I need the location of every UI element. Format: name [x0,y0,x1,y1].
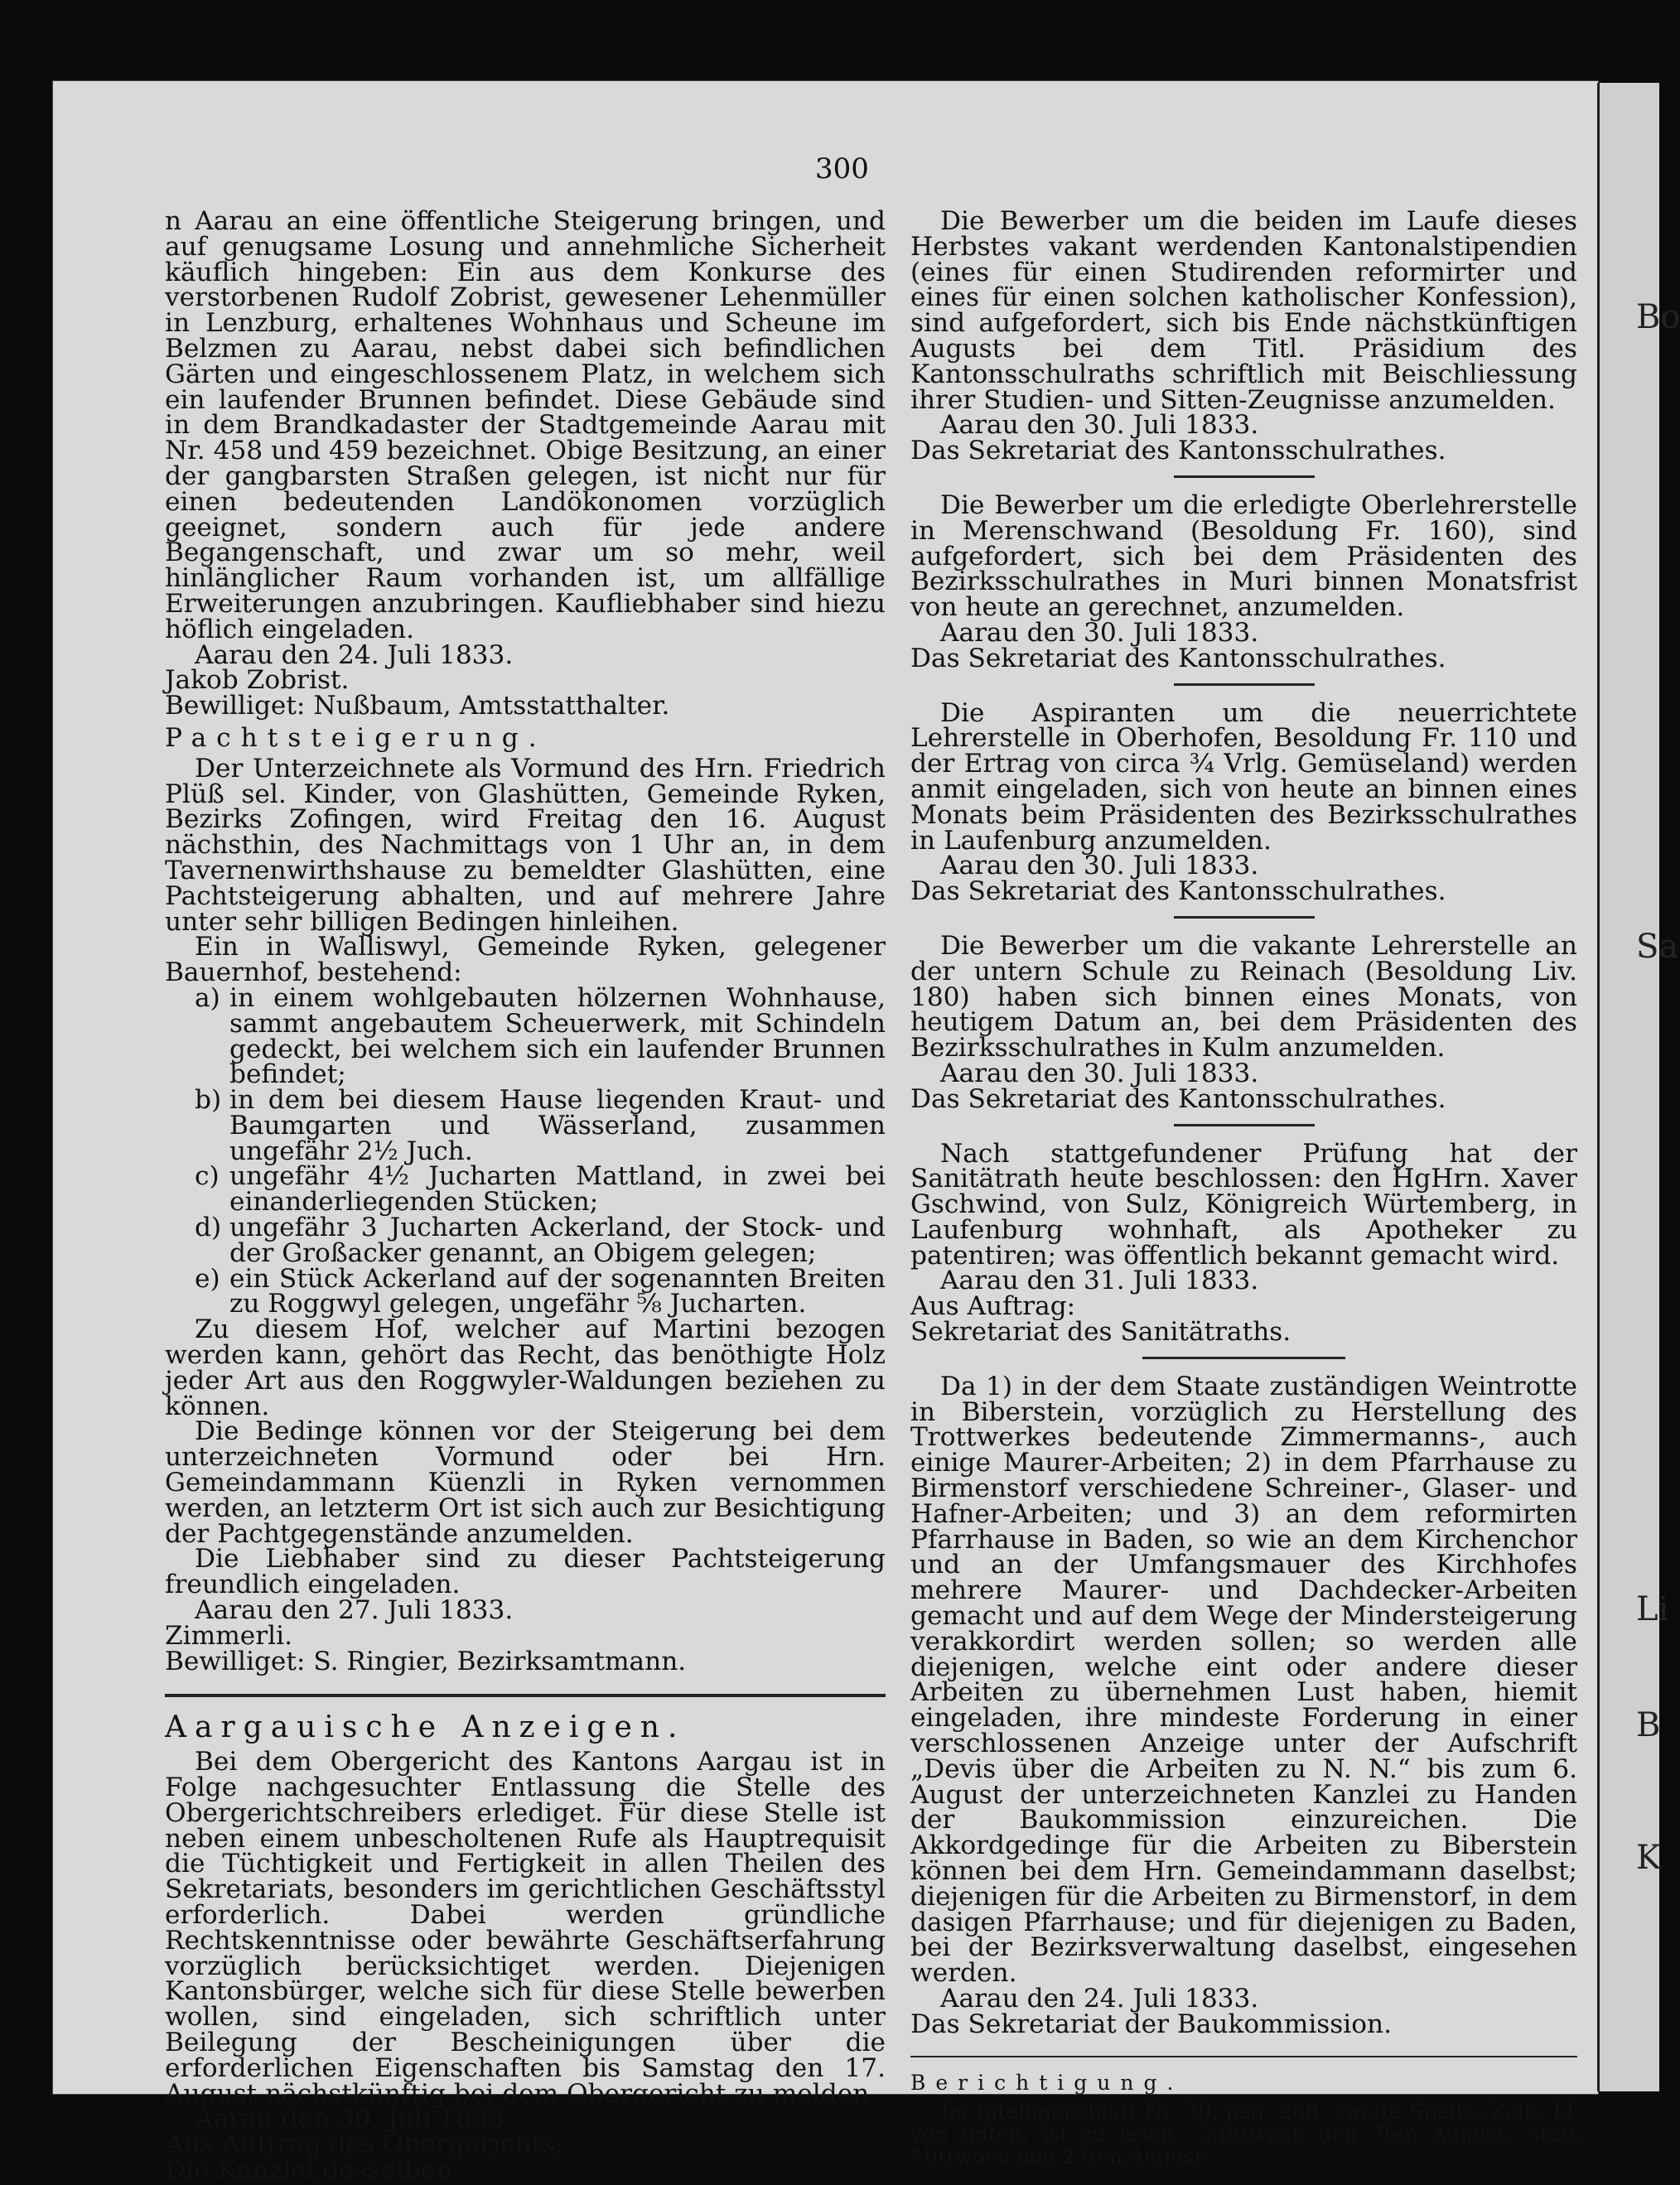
stipend-notice-date: Aarau den 30. Juli 1833. [940,410,1259,441]
lease-auction-intro: Der Unterzeichnete als Vormund des Hrn. Friedrich Plüß sel. Kinder, von Glashütten, Gemeinde Ryken, Bezirks Zofingen, wird Freitag den 16. August nächsthin, des Nachmittags von 1 Uhr an, in dem Tavernenwirthshause zu bemeldter Glashütten, eine Pachtsteigerung abhalten, und auf mehrere Jahre unter sehr billigen Bedingen hinleihen. [165,753,886,937]
lease-auction-farm: Ein in Walliswyl, Gemeinde Ryken, gelegener Bauernhof, bestehend: [165,932,886,988]
court-clerk-signature-line1: Aus Auftrag des Obergerichts: [165,2130,564,2160]
stipend-notice-signature: Das Sekretariat des Kantonsschulrathes. [910,436,1446,466]
reinach-notice-date: Aarau den 30. Juli 1833. [940,1058,1259,1088]
lease-auction-wood-right: Zu diesem Hof, welcher auf Martini bezogen werden kann, gehört das Recht, das benöthigte Holz jeder Art aus den Roggwyler-Waldungen beziehen zu können. [165,1314,886,1421]
pharmacist-notice-text: Nach stattgefundener Prüfung hat der Sanitätrath heute beschlossen: den HgHrn. Xaver Gschwind, von Sulz, Königreich Würtemberg, in Laufenburg wohnhaft, als Apotheker zu patentiren; was öffentlich bekannt gemacht wird. [910,1138,1577,1271]
auction-notice-text: n Aarau an eine öffentliche Steigerung bringen, und auf genugsame Losung und annehmliche Sicherheit käuflich hingeben: Ein aus dem Konkurse des verstorbenen Rudolf Zobrist, gewesener Lehenmüller in Lenzburg, erhaltenes Wohnhaus und Scheune im Belzmen zu Aarau, nebst dabei sich befindlichen Gärten und eingeschlossenem Platz, in welchem sich ein laufender Brunnen befindet. Diese Gebäude sind in dem Brandkadaster der Stadtgemeinde Aarau mit Nr. 458 und 459 bezeichnet. Obige Besitzung, an einer der gangbarsten Straßen gelegen, ist nicht nur für einen bedeutenden Landökonomen vorzüglich geeignet, sondern auch für jede andere Begangenschaft, und zwar um so mehr, weil hinlänglicher Raum vorhanden ist, um allfällige Erweiterungen anzubringen. Kaufliebhaber sind hiezu höflich eingeladen. [165,206,886,644]
list-item-text: ein Stück Ackerland auf der sogenannten Breiten zu Roggwyl gelegen, ungefähr ⅝ Jucharten. [229,1263,886,1319]
correction-title: Berichtigung. [910,2070,1184,2095]
lease-auction-title: Pachtsteigerung. [165,722,547,753]
lease-auction-item-list [165,982,886,1319]
notice-divider [1174,916,1315,919]
stipend-notice-text: Die Bewerber um die beiden im Laufe dieses Herbstes vakant werdenden Kantonalstipendien (eines für einen Studirenden reformirter und eines für einen solchen katholischer Konfession), sind aufgefordert, sich bis Ende nächstkünftigen Augusts bei dem Titl. Präsidium des Kantonsschulraths schriftlich mit Beischliessung ihrer Studien- und Sitten-Zeugnisse anzumelden. [910,206,1577,415]
lease-auction-date: Aarau den 27. Juli 1833. [195,1595,514,1626]
list-item-text: ungefähr 4½ Jucharten Mattland, in zwei bei einanderliegenden Stücken; [229,1161,886,1218]
list-item-text: ungefähr 3 Jucharten Ackerland, der Stock- und der Großacker genannt, an Obigem gelegen; [229,1213,886,1268]
list-item [165,1161,886,1218]
construction-notice-signature: Das Sekretariat der Baukommission. [910,2009,1393,2039]
pharmacist-notice-date: Aarau den 31. Juli 1833. [940,1266,1259,1296]
edge-fragment: Bo [1636,298,1680,336]
list-item [165,1263,886,1319]
reinach-notice-signature: Das Sekretariat des Kantonsschulrathes. [910,1083,1446,1114]
list-item [165,982,886,1090]
list-item-label: d) [195,1213,222,1243]
notice-divider [1142,1357,1345,1359]
section-divider [165,1694,886,1697]
auction-notice-signature: Jakob Zobrist. [165,665,350,696]
construction-notice-text: Da 1) in der dem Staate zuständigen Weintrotte in Biberstein, vorzüglich zu Herstellung des Trottwerkes bedeutende Zimmermanns-, auch einige Maurer-Arbeiten; 2) in dem Pfarrhause zu Birmenstorf verschiedene Schreiner-, Glaser- und Hafner-Arbeiten; und 3) an dem reformirten Pfarrhause in Baden, so wie an dem Kirchenchor und an der Umfangsmauer des Kirchhofes mehrere Maurer- und Dachdecker-Arbeiten gemacht und auf dem Wege der Mindersteigerung verakkordirt werden sollen; so werden alle diejenigen, welche eint oder andere dieser Arbeiten zu übernehmen Lust haben, hiemit eingeladen, ihre mindeste Forderung in einer verschlossenen Anzeige unter der Aufschrift „Devis über die Arbeiten zu N. N.“ bis zum 6. August der unterzeichneten Kanzlei zu Handen der Baukommission einzureichen. Die Akkordgedinge für die Arbeiten zu Biberstein können bei dem Hrn. Gemeindammann daselbst; diejenigen für die Arbeiten zu Birmenstorf, in dem dasigen Pfarrhause; und für diejenigen zu Baden, bei der Bezirksverwaltung daselbst, eingesehen werden. [910,1371,1577,1989]
construction-notice-date: Aarau den 24. Juli 1833. [940,1984,1259,2014]
court-clerk-notice-date: Aarau den 30. Juli 1833. [195,2104,514,2134]
list-item [165,1085,886,1166]
merenschwand-notice-signature: Das Sekretariat des Kantonsschulrathes. [910,643,1446,673]
lease-auction-signature: Zimmerli. [165,1620,293,1651]
notice-divider [1174,683,1315,686]
edge-fragment: K [1636,1839,1661,1877]
list-item-label: a) [195,982,220,1013]
correction-text: Im Intelligenzblatt Nr. 30, pag. 288, zweite Spalte, Zeile 11 von unten, ist zu lesen: „Mittwoch den 7ten August“ statt Mittwoch den 27ten August. [910,2100,1577,2169]
edge-fragment: B [1636,1706,1661,1744]
page-number: 300 [815,152,869,186]
auction-notice-date: Aarau den 24. Juli 1833. [195,639,514,670]
right-column [910,206,1577,2169]
auction-notice-approval: Bewilliget: Nußbaum, Amtsstatthalter. [165,691,670,721]
oberhofen-notice-signature: Das Sekretariat des Kantonsschulrathes. [910,876,1446,907]
oberhofen-notice-text: Die Aspiranten um die neuerrichtete Lehrerstelle in Oberhofen, Besoldung Fr. 110 und der Ertrag von circa ¾ Vrlg. Gemüseland) werden anmit eingeladen, sich von heute an binnen eines Monats beim Präsidenten des Bezirksschulrathes in Laufenburg anzumelden. [910,697,1577,856]
list-item-label: e) [195,1263,220,1294]
pharmacist-signature-line1: Aus Auftrag: [910,1291,1076,1322]
section-divider [910,2056,1577,2057]
lease-auction-conditions: Die Bedinge können vor der Steigerung bei dem unterzeichneten Vormund oder bei Hrn. Gemeindammann Küenzli in Ryken vernommen werden, an letzterm Ort ist sich auch zur Besichtigung der Pachtgegenstände anzumelden. [165,1416,886,1549]
list-item-text: in einem wohlgebauten hölzernen Wohnhause, sammt angebautem Scheuerwerk, mit Schindeln gedeckt, bei welchem sich ein laufender Brunnen befindet; [229,982,886,1090]
list-item-text: in dem bei diesem Hause liegenden Kraut- und Baumgarten und Wässerland, zusammen ungefähr 2½ Juch. [229,1085,886,1166]
list-item-label: b) [195,1085,222,1116]
edge-fragment: Li [1636,1590,1669,1628]
merenschwand-notice-text: Die Bewerber um die erledigte Oberlehrerstelle in Merenschwand (Besoldung Fr. 160), sind aufgefordert, sich bei dem Präsidenten des Bezirksschulrathes in Muri binnen Monatsfrist von heute an gerechnet, anzumelden. [910,490,1577,623]
newspaper-page [53,81,1598,2185]
oberhofen-notice-date: Aarau den 30. Juli 1833. [940,851,1259,881]
court-clerk-notice-text: Bei dem Obergericht des Kantons Aargau ist in Folge nachgesuchter Entlassung die Stelle des Obergerichtschreibers erlediget. Für diese Stelle ist neben einem unbescholtenen Rufe als Hauptrequisit die Tüchtigkeit und Fertigkeit in allen Theilen des Sekretariats, besonders im gerichtlichen Geschäftsstyl erforderlich. Dabei werden gründliche Rechtskenntnisse oder bewährte Geschäftserfahrung vorzüglich berücksichtiget werden. Diejenigen Kantonsbürger, welche sich für diese Stelle bewerben wollen, sind eingeladen, sich schriftlich unter Beilegung der Bescheinigungen über die erforderlichen Eigenschaften bis Samstag den 17. August nächstkünftig bei dem Obergericht zu melden. [165,1747,886,2109]
reinach-notice-text: Die Bewerber um die vakante Lehrerstelle an der untern Schule zu Reinach (Besoldung Liv. 180) haben sich binnen eines Monats, von heutigem Datum an, bei dem Präsidenten des Bezirksschulrathes in Kulm anzumelden. [910,930,1577,1064]
aargau-notices-title: Aargauische Anzeigen. [165,1710,686,1745]
adjacent-page-edge [1597,83,1680,2091]
left-column [165,206,886,2185]
notice-divider [1174,1124,1315,1126]
pharmacist-signature-line2: Sekretariat des Sanitätraths. [910,1317,1291,1348]
court-clerk-signature-line2: Die Kanzlei desselben. [165,2154,461,2185]
edge-fragment: Sa [1636,928,1679,966]
lease-auction-invitation: Die Liebhaber sind zu dieser Pachtsteigerung freundlich eingeladen. [165,1544,886,1600]
list-item-label: c) [195,1161,220,1192]
notice-divider [1174,475,1315,478]
list-item [165,1215,886,1266]
merenschwand-notice-date: Aarau den 30. Juli 1833. [940,617,1259,648]
lease-auction-approval: Bewilliget: S. Ringier, Bezirksamtmann. [165,1646,687,1676]
